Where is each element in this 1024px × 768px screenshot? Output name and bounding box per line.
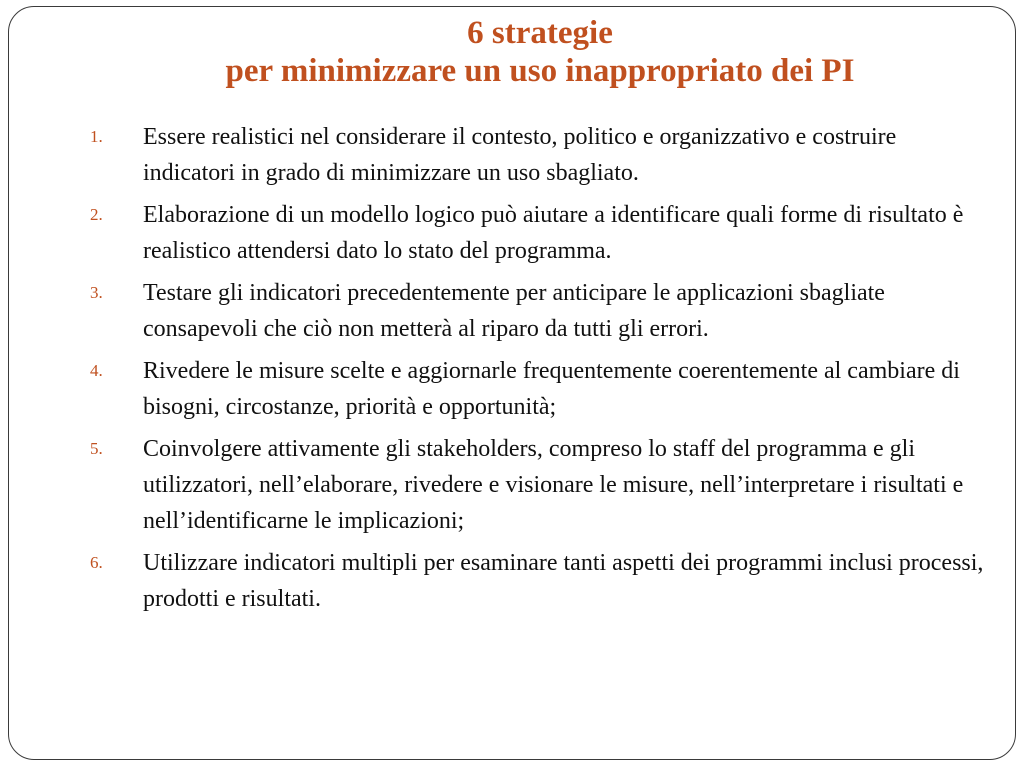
- slide-title: [0, 14, 1024, 90]
- title-line-2: per minimizzare un uso inappropriato dei PI: [225, 53, 855, 89]
- list-item-text: Testare gli indicatori precedentemente per anticipare le applicazioni sbagliate consapevoli che ciò non metterà al riparo da tutti gli errori.: [143, 280, 885, 342]
- list-item-number: 2.: [90, 205, 103, 224]
- list-item: [90, 119, 990, 191]
- list-item-text: Coinvolgere attivamente gli stakeholders, compreso lo staff del programma e gli utilizzatori, nell’elaborare, rivedere e visionare le misure, nell’interpretare i risultati e nell’identificarne le implicazioni;: [143, 436, 964, 534]
- list-item: [90, 275, 990, 347]
- list-item-text: Utilizzare indicatori multipli per esaminare tanti aspetti dei programmi inclusi processi, prodotti e risultati.: [143, 550, 984, 612]
- list-item: [90, 353, 990, 425]
- list-item-number: 1.: [90, 127, 103, 146]
- list-item-text: Essere realistici nel considerare il contesto, politico e organizzativo e costruire indicatori in grado di minimizzare un uso sbagliato.: [143, 124, 897, 186]
- list-item-number: 3.: [90, 283, 103, 302]
- list-item: [90, 197, 990, 269]
- strategy-list: [90, 119, 990, 623]
- list-item-number: 4.: [90, 361, 103, 380]
- list-item: [90, 545, 990, 617]
- list-item-text: Rivedere le misure scelte e aggiornarle frequentemente coerentemente al cambiare di bisogni, circostanze, priorità e opportunità;: [143, 358, 960, 420]
- list-item-number: 6.: [90, 553, 103, 572]
- list-item: [90, 431, 990, 539]
- title-line-1: 6 strategie: [467, 15, 613, 51]
- list-item-text: Elaborazione di un modello logico può aiutare a identificare quali forme di risultato è realistico attendersi dato lo stato del programma.: [143, 202, 964, 264]
- list-item-number: 5.: [90, 439, 103, 458]
